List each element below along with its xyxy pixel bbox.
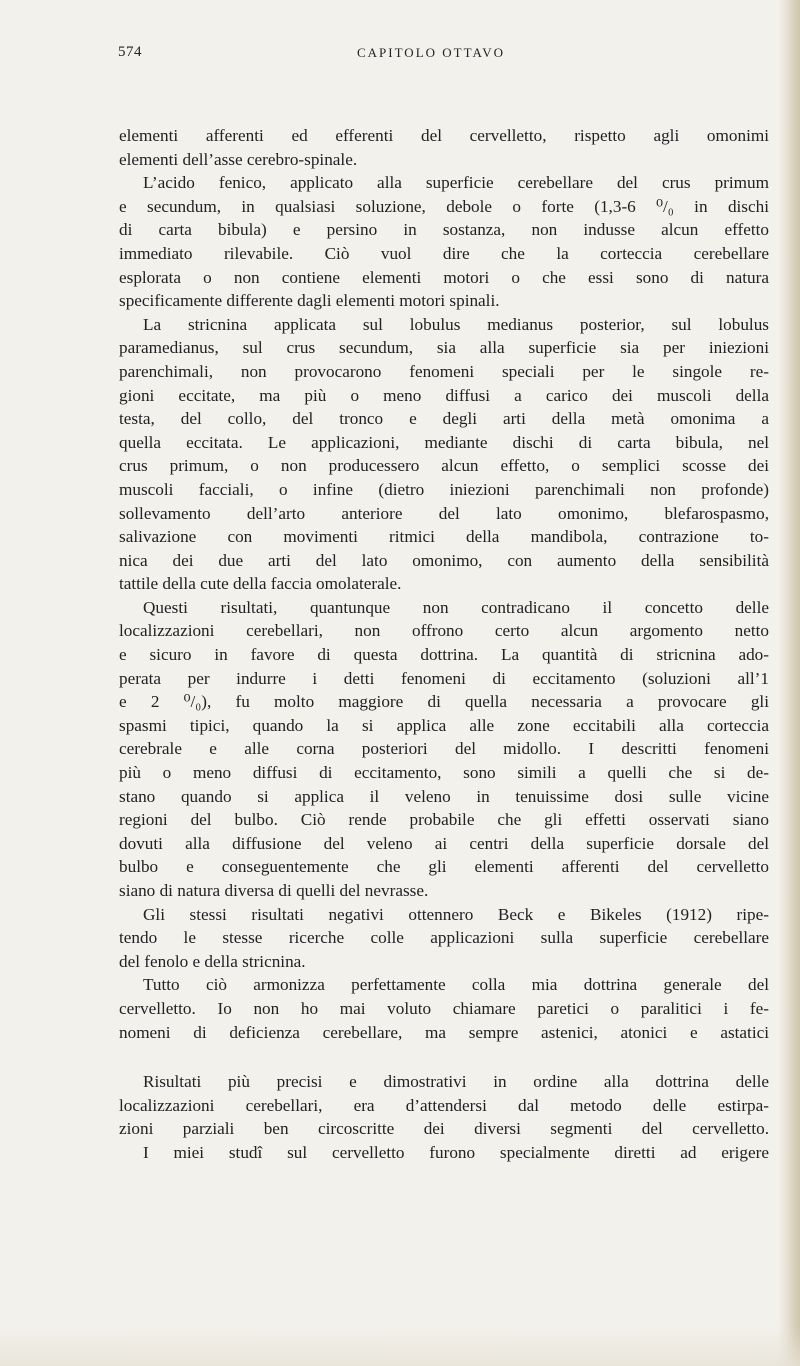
text-line: muscoli facciali, o infine (dietro iniezioni parenchimali non profonde)	[119, 479, 769, 499]
text-line: regioni del bulbo. Ciò rende probabile che gli effetti osservati siano	[119, 810, 769, 830]
text-line: specificamente differente dagli elementi motori spinali.	[119, 291, 500, 311]
text-line: Questi risultati, quantunque non contradicano il concetto delle	[143, 597, 769, 617]
text-line: spasmi tipici, quando la si applica alle zone eccitabili alla corteccia	[119, 715, 769, 735]
text-line: esplorata o non contiene elementi motori o che essi sono di natura	[119, 267, 769, 287]
text-line: paramedianus, sul crus secundum, sia alla superficie sia per iniezioni	[119, 338, 769, 358]
text-line: L’acido fenico, applicato alla superficie cerebellare del crus primum	[143, 173, 769, 193]
running-head: CAPITOLO OTTAVO	[356, 45, 505, 60]
text-line: e secundum, in qualsiasi soluzione, debole o forte (1,3-6 ⁰/₀ in dischi	[119, 196, 769, 216]
text-line: crus primum, o non producessero alcun effetto, o semplici scosse dei	[119, 456, 769, 476]
text-line: nomeni di deficienza cerebellare, ma sempre astenici, atonici e astatici	[119, 1022, 769, 1042]
page-header	[118, 44, 744, 68]
text-line: nica dei due arti del lato omonimo, con aumento della sensibilità	[119, 550, 769, 570]
text-line: e sicuro in favore di questa dottrina. La quantità di stricnina ado-	[119, 645, 769, 665]
text-line: siano di natura diversa di quelli del nevrasse.	[119, 881, 429, 900]
page-edge-shadow	[778, 0, 800, 1366]
text-line: tattile della cute della faccia omolaterale.	[119, 574, 402, 594]
paragraph-gap	[119, 1044, 769, 1070]
text-line: testa, del collo, del tronco e degli arti della metà omonima a	[119, 409, 769, 429]
text-line: Risultati più precisi e dimostrativi in ordine alla dottrina delle	[143, 1072, 769, 1092]
text-line: cervelletto. Io non ho mai voluto chiamare paretici o paralitici i fe-	[119, 998, 769, 1018]
text-line: elementi dell’asse cerebro-spinale.	[119, 149, 358, 169]
text-line: del fenolo e della stricnina.	[119, 951, 306, 971]
text-line: bulbo e conseguentemente che gli elementi afferenti del cervelletto	[119, 857, 769, 877]
text-line: dovuti alla diffusione del veleno ai centri della superficie dorsale del	[119, 833, 769, 853]
text-line: tendo le stesse ricerche colle applicazioni sulla superficie cerebellare	[119, 928, 769, 948]
page-bottom-shadow	[0, 1326, 800, 1366]
text-line: sollevamento dell’arto anteriore del lato omonimo, blefarospasmo,	[119, 503, 769, 523]
text-line: più o meno diffusi di eccitamento, sono simili a quelli che si de-	[119, 763, 769, 783]
text-line: e 2 ⁰/₀), fu molto maggiore di quella necessaria a provocare gli	[119, 692, 769, 712]
body-text	[119, 124, 769, 1165]
text-line: cerebrale e alle corna posteriori del midollo. I descritti fenomeni	[119, 739, 769, 759]
text-line: I miei studî sul cervelletto furono specialmente diretti ad erigere	[143, 1142, 769, 1162]
text-line: salivazione con movimenti ritmici della mandibola, contrazione to-	[119, 527, 769, 547]
text-line: stano quando si applica il veleno in tenuissime dosi sulle vicine	[119, 786, 769, 806]
text-line: gioni eccitate, ma più o meno diffusi a carico dei muscoli della	[119, 385, 769, 405]
page-number: 574	[118, 44, 142, 60]
text-line: parenchimali, non provocarono fenomeni speciali per le singole re-	[119, 361, 769, 381]
text-line: perata per indurre i detti fenomeni di eccitamento (soluzioni all’1	[119, 668, 769, 688]
text-line: localizzazioni cerebellari, era d’attendersi dal metodo delle estirpa-	[119, 1095, 769, 1115]
text-line: di carta bibula) e persino in sostanza, non indusse alcun effetto	[119, 220, 769, 240]
text-line: localizzazioni cerebellari, non offrono certo alcun argomento netto	[119, 621, 769, 641]
text-line: La stricnina applicata sul lobulus medianus posterior, sul lobulus	[143, 314, 769, 334]
text-line: zioni parziali ben circoscritte dei diversi segmenti del cervelletto.	[119, 1119, 769, 1139]
text-line: Gli stessi risultati negativi ottennero Beck e Bikeles (1912) ripe-	[143, 904, 769, 924]
text-line: quella eccitata. Le applicazioni, mediante dischi di carta bibula, nel	[119, 432, 769, 452]
text-line: immediato rilevabile. Ciò vuol dire che la corteccia cerebellare	[119, 243, 769, 263]
text-line: elementi afferenti ed efferenti del cervelletto, rispetto agli omonimi	[119, 126, 769, 145]
text-line: Tutto ciò armonizza perfettamente colla mia dottrina generale del	[143, 975, 769, 995]
